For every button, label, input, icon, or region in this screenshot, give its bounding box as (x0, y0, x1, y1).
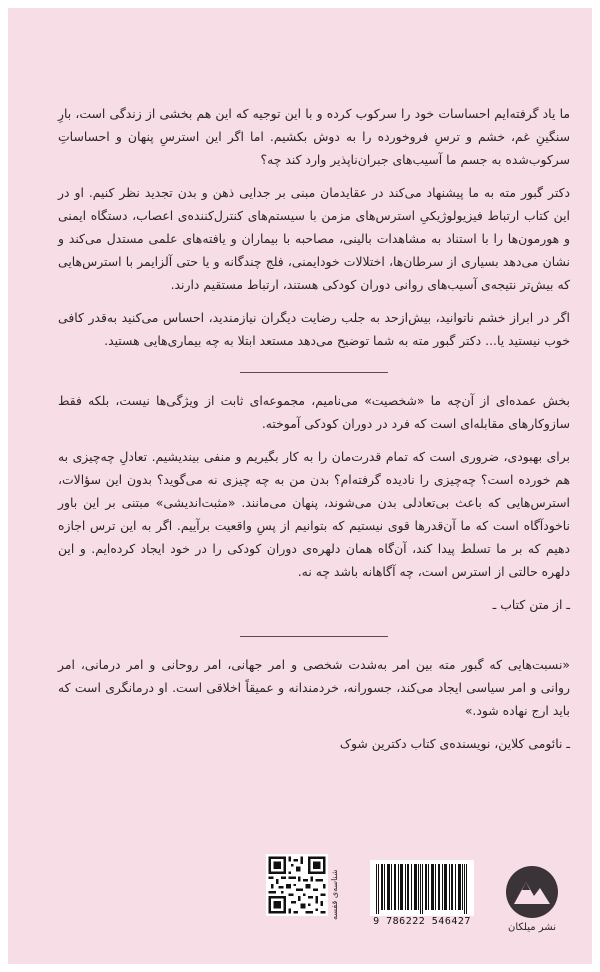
publisher-logo-block (502, 864, 562, 940)
blurb-paragraph-3: اگر در ابراز خشم ناتوانید، بیش‌ازحد به جلب رضایت دیگران نیازمندید، احساس می‌کنید به‌قدر کافی خوب نیستید یا... دکتر گبور مته به شما توضیح می‌دهد مستعد ابتلا به چه بیماری‌هایی هستید. (58, 310, 570, 348)
publisher-name: نشر میلکان (508, 922, 556, 933)
back-cover (8, 8, 592, 964)
divider-1 (240, 372, 388, 373)
excerpt-paragraph-2: برای بهبودی، ضروری است که تمام قدرت‌مان را به کار بگیریم و منفی بیندیشیم. تعادلِ چه‌چیزی به هم خورده است؟ چه‌چیزی را نادیده گرفته‌ام؟ بدن من به چه چیزی نه می‌گوید؟ بدون این سؤالات، استرس‌هایی که باعث بی‌تعادلی بدن می‌شوند، پنهان می‌مانند. «مثبت‌اندیشی» مبتنی بر این باور ناخودآگاه است که ما آن‌قدرها قوی نیستیم که بتوانیم از پسِ واقعیت برآییم. اگر به این ترس اجازه دهیم که بر ما تسلط پیدا کند، آن‌گاه همان دلهره‌ی دوران کودکی را در خود ایجاد کرده‌ایم. و این دلهره حالتی از استرس است، چه آگاهانه باشد چه نه. (58, 449, 570, 579)
barcode-icon (370, 860, 474, 916)
isbn-number: 9 786222 546427 (373, 916, 471, 927)
blurb-paragraph-1: ما یاد گرفته‌ایم احساسات خود را سرکوب کرده و با این توجیه که این هم بخشی از زندگی است، بارِ سنگینِ غم، خشم و ترسِ فروخورده را به دوش بکشیم. اما اگر این استرسِ پنهان و احساساتِ سرکوب‌شده به جسم ما آسیب‌های جبران‌ناپذیر وارد کند چه؟ (58, 106, 570, 167)
review-quote: «نسبت‌هایی که گبور مته بین امر به‌شدت شخصی و امر جهانی، امر روحانی و امر درمانی، امر روانی و امر سیاسی ایجاد می‌کند، جسورانه، خردمندانه و عمیقاً اخلاقی است. او درمانگری است که باید ارج نهاده شود.» (58, 657, 570, 718)
review-attribution: ـ نائومی کلاین، نویسنده‌ی کتاب دکترین شوک (339, 736, 570, 751)
isbn-barcode-block (370, 860, 474, 932)
blurb-text (58, 102, 570, 755)
qr-caption: شناسه‌ی قفسه (330, 869, 339, 920)
mountain-logo-icon (504, 864, 560, 920)
qr-code-block (266, 854, 338, 930)
qr-code-icon (266, 854, 328, 916)
divider-2 (240, 636, 388, 637)
excerpt-paragraph-1: بخش عمده‌ای از آن‌چه ما «شخصیت» می‌نامیم، مجموعه‌ای ثابت از ویژگی‌ها نیست، بلکه فقط سازوکارهای مقابله‌ای است که فرد در دوران کودکی آموخته. (58, 393, 570, 431)
blurb-paragraph-2: دکتر گبور مته به ما پیشنهاد می‌کند در عقایدمان مبنی بر جدایی ذهن و بدن تجدید نظر کنیم. او در این کتاب ارتباط فیزیولوژیکیِ استرس‌های مزمن با سیستم‌های کنترل‌کننده‌ی اعصاب، دستگاه ایمنی و هورمون‌ها را با استناد به مشاهدات بالینی، مصاحبه با بیماران و یافته‌های علمی مستدل می‌کند و نشان می‌دهد بسیاری از سرطان‌ها، اختلالات خودایمنی، فلج چندگانه و یا حتی آلزایمر با استرس‌هایی که بیش‌تر نتیجه‌ی آسیب‌های روانی دوران کودکی هستند، ارتباط مستقیم دارند. (58, 185, 570, 292)
excerpt-source: ـ از متن کتاب ـ (492, 597, 570, 612)
